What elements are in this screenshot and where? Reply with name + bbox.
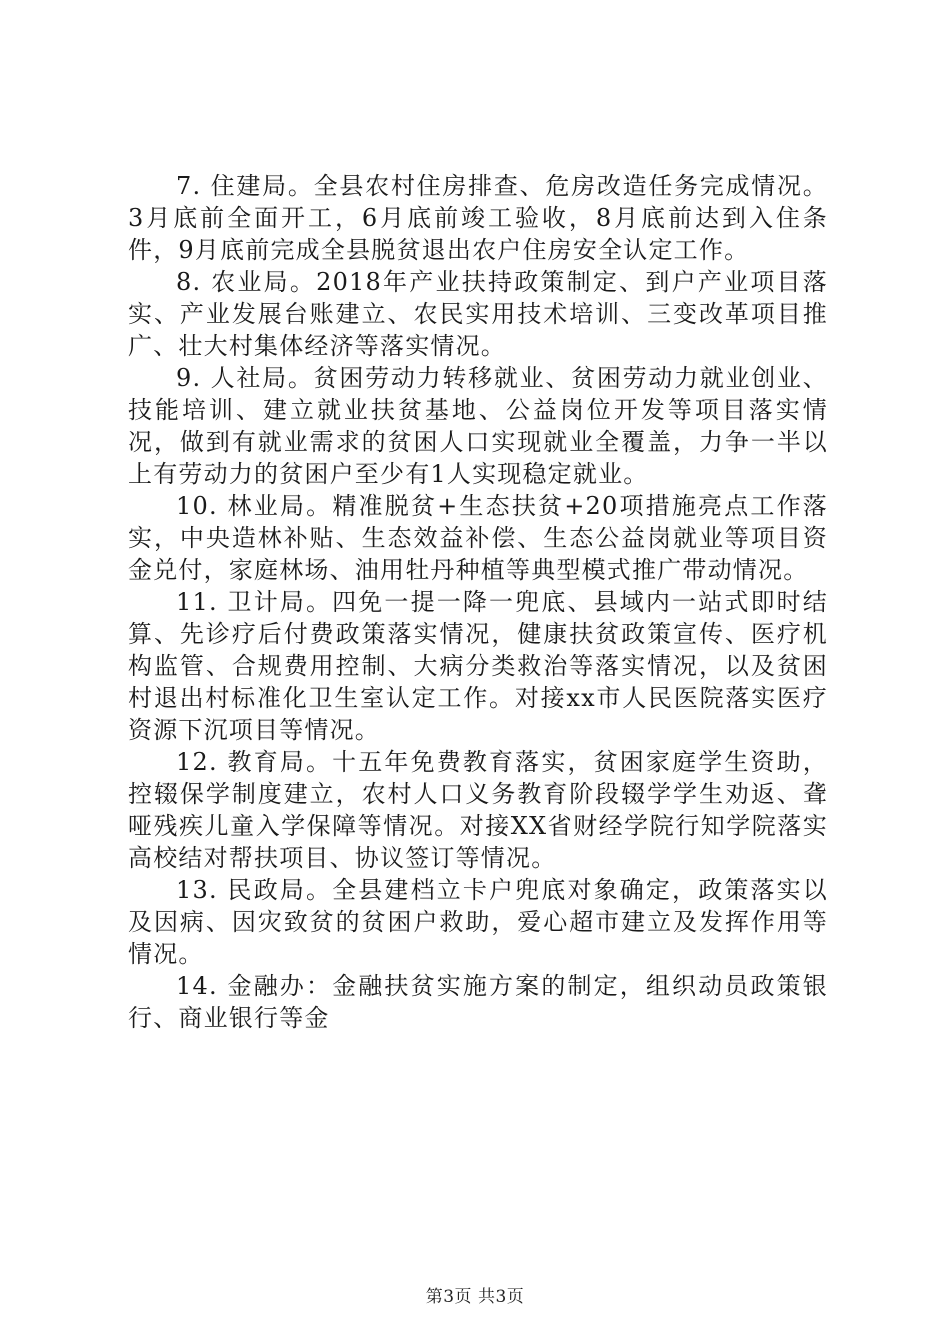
paragraph-civil-affairs-bureau: 13. 民政局。全县建档立卡户兜底对象确定，政策落实以及因病、因灾致贫的贫困户救助，爱心超市建立及发挥作用等情况。 <box>128 876 828 968</box>
paragraph-education-bureau: 12. 教育局。十五年免费教育落实，贫困家庭学生资助，控辍保学制度建立，农村人口义务教育阶段辍学学生劝返、聋哑残疾儿童入学保障等情况。对接XX省财经学院行知学院落实高校结对帮扶项目、协议签订等情况。 <box>128 748 828 872</box>
document-body <box>128 170 828 1034</box>
page-number-footer: 第3页 共3页 <box>425 1287 525 1307</box>
paragraph-agriculture-bureau: 8. 农业局。2018年产业扶持政策制定、到户产业项目落实、产业发展台账建立、农民实用技术培训、三变改革项目推广、壮大村集体经济等落实情况。 <box>128 268 828 360</box>
paragraph-forestry-bureau: 10. 林业局。精准脱贫+生态扶贫+20项措施亮点工作落实，中央造林补贴、生态效益补偿、生态公益岗就业等项目资金兑付，家庭林场、油用牡丹种植等典型模式推广带动情况。 <box>128 492 828 584</box>
paragraph-health-bureau: 11. 卫计局。四免一提一降一兜底、县域内一站式即时结算、先诊疗后付费政策落实情况，健康扶贫政策宣传、医疗机构监管、合规费用控制、大病分类救治等落实情况，以及贫困村退出村标准化卫生室认定工作。对接xx市人民医院落实医疗资源下沉项目等情况。 <box>128 588 828 744</box>
paragraph-housing-bureau: 7. 住建局。全县农村住房排查、危房改造任务完成情况。3月底前全面开工，6月底前竣工验收，8月底前达到入住条件，9月底前完成全县脱贫退出农户住房安全认定工作。 <box>128 172 828 264</box>
paragraph-human-resources-bureau: 9. 人社局。贫困劳动力转移就业、贫困劳动力就业创业、技能培训、建立就业扶贫基地、公益岗位开发等项目落实情况，做到有就业需求的贫困人口实现就业全覆盖，力争一半以上有劳动力的贫困户至少有1人实现稳定就业。 <box>128 364 828 488</box>
paragraph-finance-office: 14. 金融办：金融扶贫实施方案的制定，组织动员政策银行、商业银行等金 <box>128 972 828 1032</box>
